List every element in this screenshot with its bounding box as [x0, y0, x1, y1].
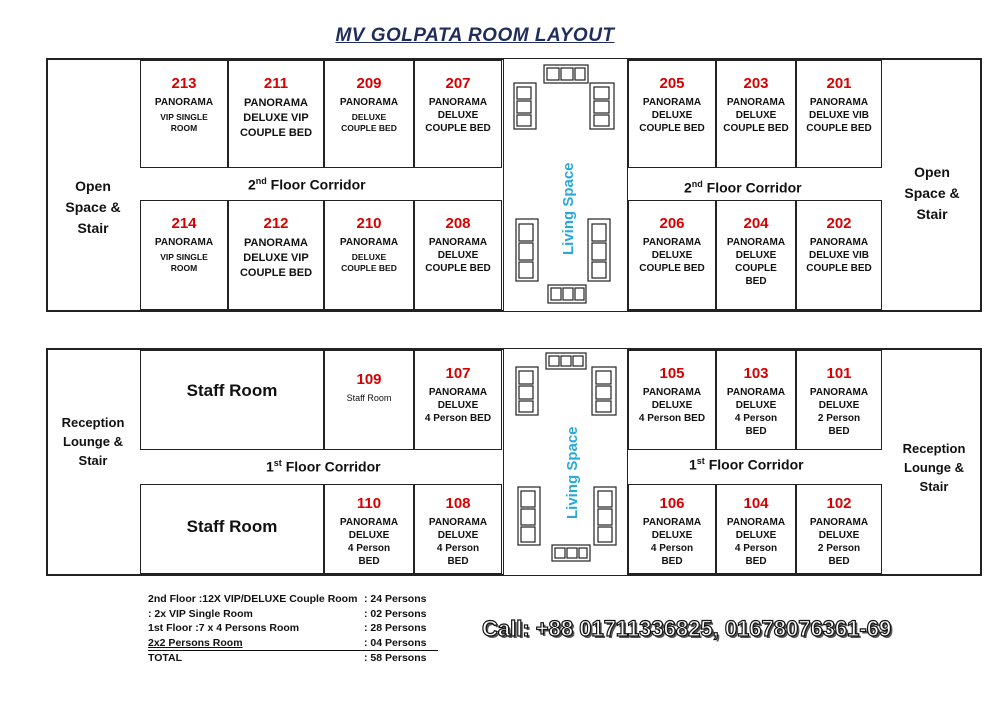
room-number: 103 — [743, 365, 769, 382]
second-floor-living-space[interactable] — [503, 58, 628, 312]
room-number: 210 — [356, 215, 382, 232]
summary-label: 2nd Floor :12X VIP/DELUXE Couple Room — [148, 593, 358, 605]
corridor-floor-number: 2 — [684, 179, 692, 196]
room-number: 214 — [171, 215, 197, 232]
room-type: PANORAMA DELUXE COUPLE BED — [723, 97, 789, 134]
summary-value: : 58 Persons — [364, 652, 427, 664]
room-type: PANORAMA DELUXE COUPLE BED — [639, 97, 705, 134]
summary-label: : 2x VIP Single Room — [148, 607, 253, 620]
summary-value: : 02 Persons — [364, 607, 427, 620]
room-type: PANORAMA DELUXE 4 Person BED — [726, 387, 786, 437]
room-type: PANORAMA — [339, 237, 399, 248]
room-number: 106 — [659, 495, 685, 512]
room-203[interactable] — [716, 60, 796, 168]
room-214[interactable] — [140, 200, 228, 310]
room-207[interactable] — [414, 60, 502, 168]
room-number: 202 — [826, 215, 852, 232]
room-number: 209 — [356, 75, 382, 92]
room-105[interactable] — [628, 350, 716, 450]
room-number: 203 — [743, 75, 769, 92]
corridor-label: Floor Corridor — [704, 456, 804, 473]
corridor-label: Floor Corridor — [266, 176, 366, 193]
room-type: PANORAMA DELUXE COUPLE BED — [726, 237, 786, 287]
room-number: 212 — [263, 215, 289, 232]
first-floor-corridor-right — [689, 456, 804, 473]
room-110[interactable] — [324, 484, 414, 574]
room-103[interactable] — [716, 350, 796, 450]
room-type: PANORAMA DELUXE 2 Person BED — [809, 387, 869, 437]
first-floor-left-reception: Reception Lounge & Stair — [61, 415, 125, 468]
room-type: PANORAMA DELUXE VIP COUPLE BED — [239, 97, 313, 139]
room-210[interactable] — [324, 200, 414, 310]
room-204[interactable] — [716, 200, 796, 310]
room-number: 213 — [171, 75, 197, 92]
room-type: PANORAMA DELUXE COUPLE BED — [425, 97, 491, 134]
room-104[interactable] — [716, 484, 796, 574]
corridor-label: Floor Corridor — [702, 179, 802, 196]
staff-room-top[interactable]: Staff Room — [140, 350, 324, 450]
room-type: PANORAMA DELUXE 4 Person BED — [642, 517, 702, 567]
room-109[interactable] — [324, 350, 414, 450]
room-213[interactable] — [140, 60, 228, 168]
second-floor-right-open-space: Open Space & Stair — [904, 164, 960, 222]
second-floor-corridor-left — [248, 176, 366, 193]
room-209[interactable] — [324, 60, 414, 168]
summary-label: TOTAL — [148, 652, 183, 664]
room-number: 109 — [356, 371, 382, 388]
summary-value: : 24 Persons — [364, 593, 427, 605]
room-subtype: DELUXE COUPLE BED — [341, 112, 397, 133]
corridor-ordinal: nd — [255, 176, 267, 186]
first-floor-right-reception: Reception Lounge & Stair — [902, 441, 966, 494]
room-number: 110 — [356, 495, 382, 512]
room-type: PANORAMA DELUXE COUPLE BED — [639, 237, 705, 274]
corridor-floor-number: 1 — [266, 458, 274, 475]
room-211[interactable] — [228, 60, 324, 168]
room-number: 108 — [445, 495, 471, 512]
room-type: PANORAMA DELUXE COUPLE BED — [425, 237, 491, 274]
summary-label: 2x2 Persons Room — [148, 636, 243, 649]
summary-row — [148, 621, 438, 636]
room-type: PANORAMA DELUXE 4 Person BED — [339, 517, 399, 567]
summary-value: : 28 Persons — [364, 622, 427, 634]
corridor-floor-number: 2 — [248, 176, 256, 193]
room-number: 201 — [826, 75, 852, 92]
room-201[interactable] — [796, 60, 882, 168]
room-type: PANORAMA DELUXE VIP COUPLE BED — [239, 237, 313, 279]
room-102[interactable] — [796, 484, 882, 574]
summary-total-row — [148, 651, 438, 666]
room-106[interactable] — [628, 484, 716, 574]
room-208[interactable] — [414, 200, 502, 310]
room-101[interactable] — [796, 350, 882, 450]
page-title: MV GOLPATA ROOM LAYOUT — [335, 25, 615, 46]
first-floor-living-label: Living Space — [564, 426, 581, 519]
first-floor-corridor-left — [266, 458, 381, 475]
room-subtype: DELUXE COUPLE BED — [341, 252, 397, 273]
room-type: PANORAMA — [154, 97, 214, 108]
room-type: PANORAMA DELUXE 2 Person BED — [809, 517, 869, 567]
room-number: 208 — [445, 215, 471, 232]
second-floor-living-label: Living Space — [560, 162, 577, 255]
room-type: PANORAMA DELUXE 4 Person BED — [424, 387, 492, 424]
capacity-summary — [148, 592, 438, 666]
corridor-ordinal: st — [273, 458, 282, 468]
contact-phone[interactable]: Call: +88 01711336825, 01678076361-69 — [482, 616, 892, 641]
room-number: 206 — [659, 215, 685, 232]
summary-value: : 04 Persons — [364, 636, 427, 649]
summary-label: 1st Floor :7 x 4 Persons Room — [148, 622, 300, 634]
room-subtype: VIP SINGLE ROOM — [160, 112, 208, 133]
room-number: 102 — [826, 495, 852, 512]
room-type: PANORAMA DELUXE VIB COUPLE BED — [806, 97, 872, 134]
second-floor-left-open-space: Open Space & Stair — [65, 178, 121, 236]
room-107[interactable] — [414, 350, 502, 450]
summary-row — [148, 636, 438, 652]
room-number: 207 — [445, 75, 471, 92]
room-type: PANORAMA DELUXE 4 Person BED — [638, 387, 706, 424]
room-number: 204 — [743, 215, 769, 232]
room-type: Staff Room — [346, 393, 392, 403]
room-number: 211 — [263, 75, 289, 92]
room-subtype: VIP SINGLE ROOM — [160, 252, 208, 273]
room-type: PANORAMA DELUXE 4 Person BED — [726, 517, 786, 567]
room-type: PANORAMA DELUXE VIB COUPLE BED — [806, 237, 872, 274]
corridor-floor-number: 1 — [689, 456, 697, 473]
corridor-ordinal: st — [696, 456, 705, 466]
first-floor-living-space[interactable] — [503, 348, 628, 576]
staff-room-bottom[interactable]: Staff Room — [140, 484, 324, 574]
room-206[interactable] — [628, 200, 716, 310]
room-type: PANORAMA — [154, 237, 214, 248]
room-number: 101 — [826, 365, 852, 382]
summary-row — [148, 607, 438, 622]
corridor-label: Floor Corridor — [281, 458, 381, 475]
corridor-ordinal: nd — [691, 179, 703, 189]
second-floor-corridor-right — [684, 179, 802, 196]
summary-row — [148, 592, 438, 607]
room-212[interactable] — [228, 200, 324, 310]
room-number: 107 — [445, 365, 471, 382]
room-202[interactable] — [796, 200, 882, 310]
room-205[interactable] — [628, 60, 716, 168]
room-number: 104 — [743, 495, 769, 512]
room-number: 105 — [659, 365, 685, 382]
room-number: 205 — [659, 75, 685, 92]
room-108[interactable] — [414, 484, 502, 574]
room-type: PANORAMA DELUXE 4 Person BED — [428, 517, 488, 567]
room-type: PANORAMA — [339, 97, 399, 108]
